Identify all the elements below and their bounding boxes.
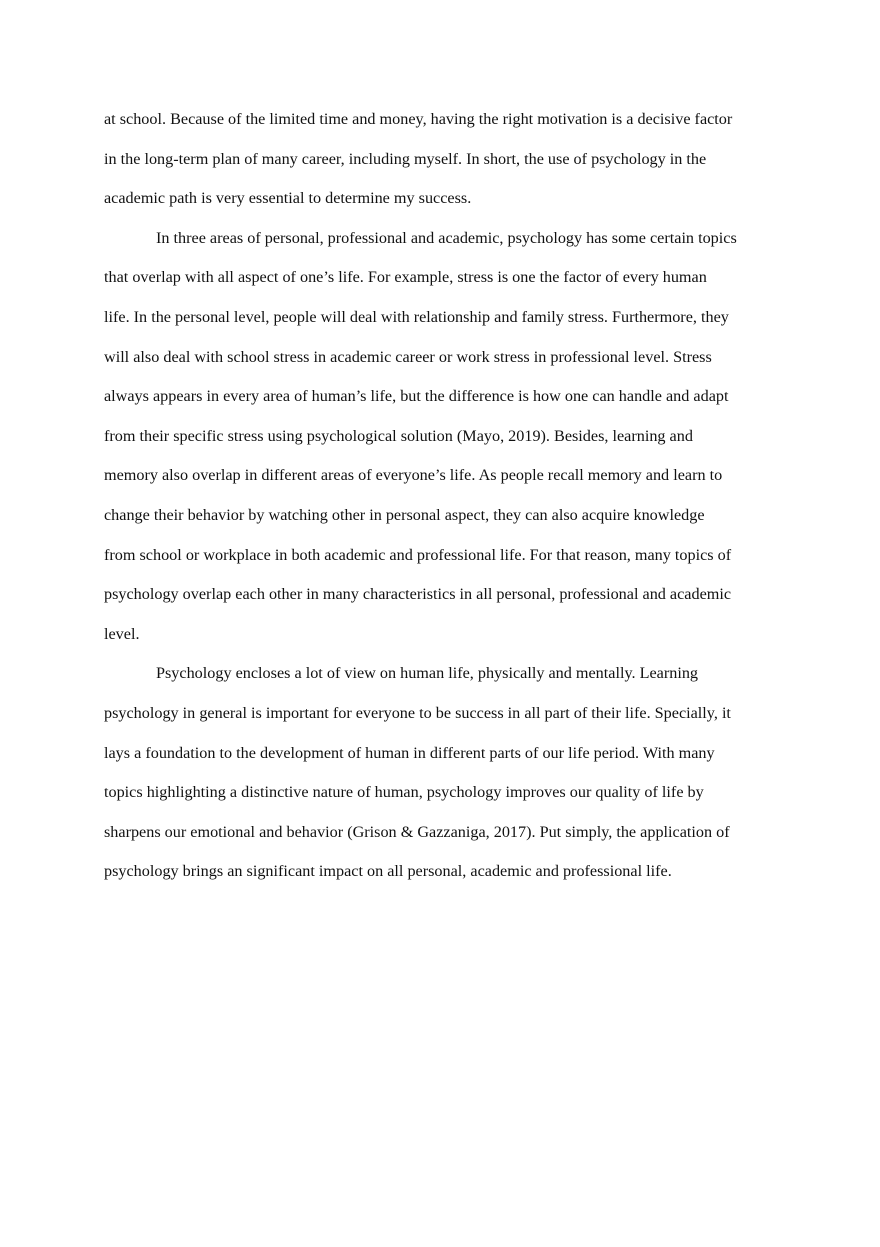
paragraph-2 <box>104 219 776 655</box>
text-line: psychology brings an significant impact on all personal, academic and professional life. <box>104 862 672 881</box>
text-line: change their behavior by watching other in personal aspect, they can also acquire knowledge <box>104 505 705 524</box>
text-line: lays a foundation to the development of human in different parts of our life period. With many <box>104 743 715 762</box>
paragraph-3 <box>104 654 776 892</box>
text-line: always appears in every area of human’s life, but the difference is how one can handle and adapt <box>104 387 729 406</box>
text-line: sharpens our emotional and behavior (Grison & Gazzaniga, 2017). Put simply, the application of <box>104 822 730 841</box>
document-body <box>104 100 776 892</box>
text-line: psychology in general is important for everyone to be success in all part of their life. Specially, it <box>104 703 731 722</box>
text-line: at school. Because of the limited time and money, having the right motivation is a decisive factor <box>104 110 733 128</box>
text-line: from their specific stress using psychological solution (Mayo, 2019). Besides, learning and <box>104 426 693 445</box>
text-line-first: In three areas of personal, professional and academic, psychology has some certain topics <box>156 228 737 247</box>
text-line: life. In the personal level, people will deal with relationship and family stress. Furthermore, they <box>104 307 729 326</box>
text-line: psychology overlap each other in many characteristics in all personal, professional and academic <box>104 585 732 604</box>
text-line: that overlap with all aspect of one’s life. For example, stress is one the factor of every human <box>104 268 707 287</box>
text-line: will also deal with school stress in academic career or work stress in professional level. Stress <box>104 347 712 366</box>
text-line: level. <box>104 624 140 643</box>
text-line: topics highlighting a distinctive nature of human, psychology improves our quality of life by <box>104 783 704 802</box>
text-line: academic path is very essential to determine my success. <box>104 189 472 208</box>
text-line: from school or workplace in both academic and professional life. For that reason, many topics of <box>104 545 732 564</box>
text-line-first: Psychology encloses a lot of view on human life, physically and mentally. Learning <box>156 664 699 683</box>
text-line: memory also overlap in different areas of everyone’s life. As people recall memory and learn to <box>104 466 723 485</box>
paragraph-1 <box>104 100 776 219</box>
text-line: in the long-term plan of many career, including myself. In short, the use of psychology in the <box>104 149 707 168</box>
